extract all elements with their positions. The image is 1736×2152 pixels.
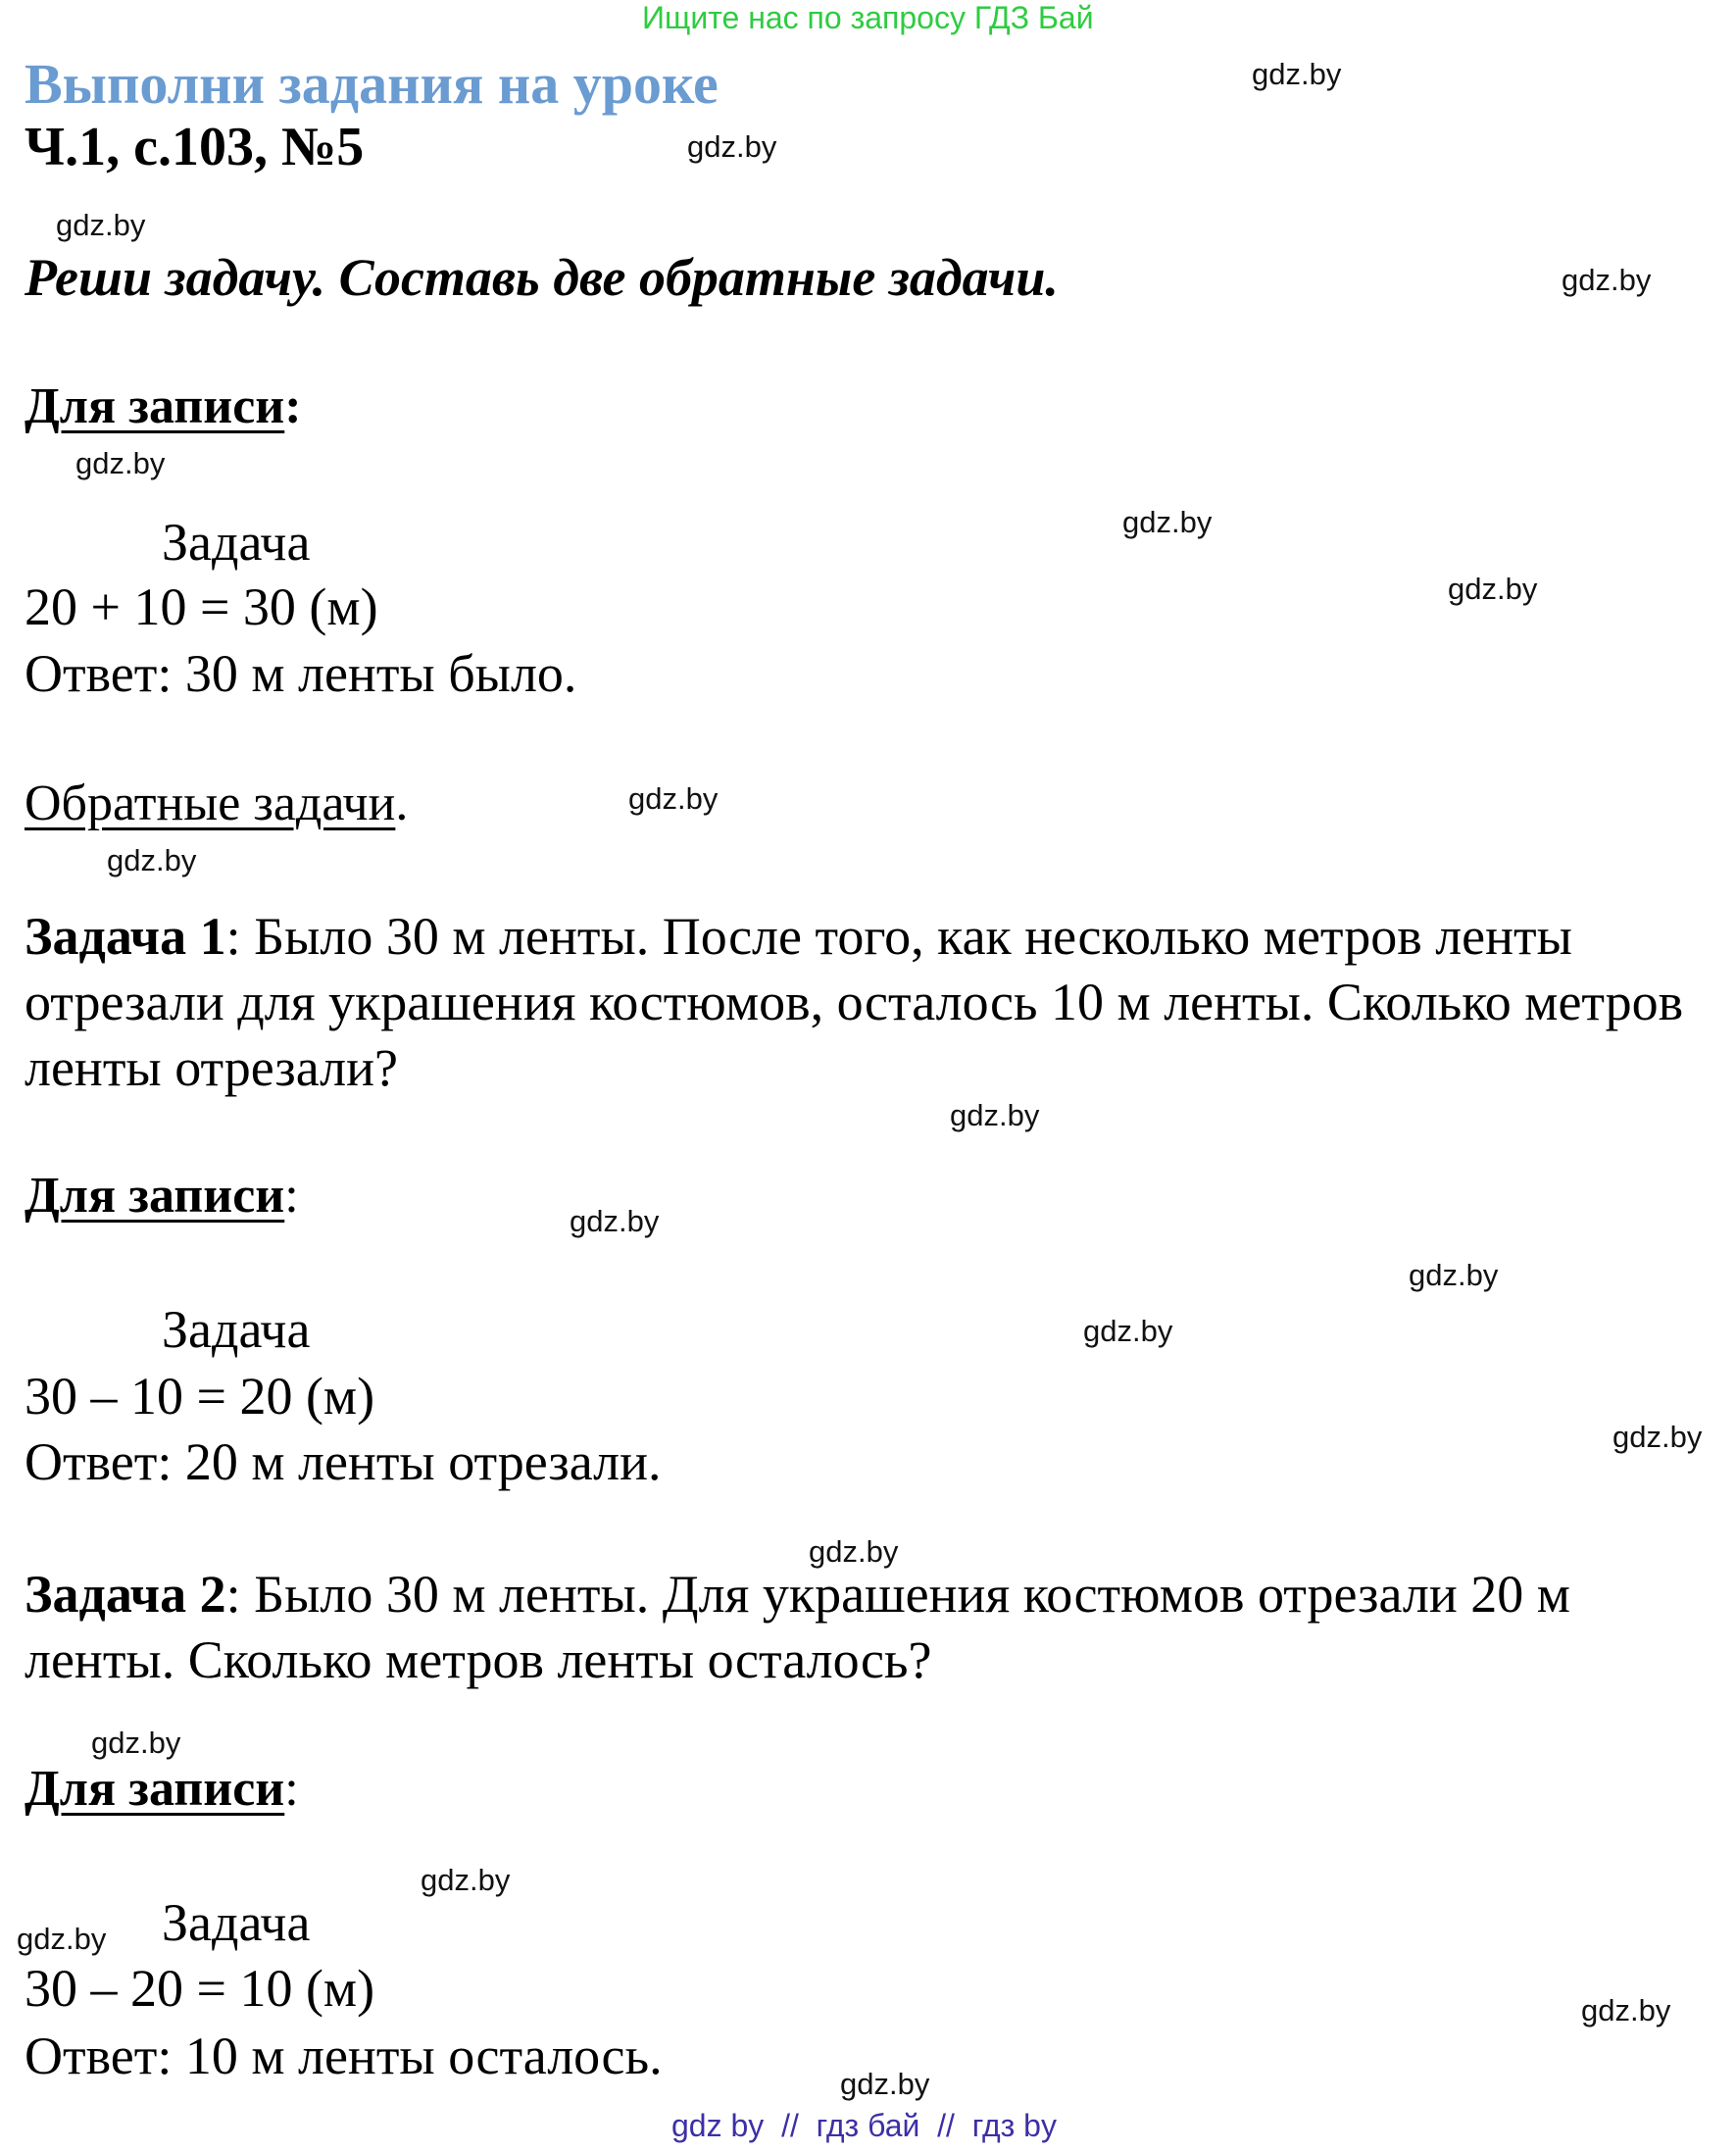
task1-label: Задача [162, 1300, 311, 1359]
task2-equation: 30 – 20 = 10 (м) [25, 1959, 375, 2018]
watermark: gdz.by [1581, 1993, 1671, 2027]
watermark: gdz.by [1122, 505, 1213, 539]
task1-body: : Было 30 м ленты. После того, как несколько метров ленты отрезали для украшения костюмов, осталось 10 м ленты. Сколько метров ленты отрезали? [25, 907, 1684, 1097]
record-heading-1 [25, 377, 302, 435]
watermark: gdz.by [570, 1204, 660, 1238]
record-colon: : [284, 1168, 299, 1224]
watermark: gdz.by [809, 1534, 899, 1569]
watermark: gdz.by [950, 1098, 1040, 1132]
task1-equation: 30 – 10 = 20 (м) [25, 1367, 375, 1426]
record-colon: : [284, 378, 302, 434]
task2-text [25, 1562, 1711, 1693]
watermark: gdz.by [840, 2067, 930, 2101]
watermark: gdz.by [1448, 572, 1538, 606]
task2-answer: Ответ: 10 м ленты осталось. [25, 2027, 663, 2085]
inverse-heading [25, 775, 408, 832]
record-label: Для записи [25, 378, 285, 434]
watermark: gdz.by [1083, 1314, 1173, 1348]
watermark: gdz.by [1562, 263, 1652, 297]
record-colon: : [284, 1761, 299, 1817]
equation: 20 + 10 = 30 (м) [25, 577, 378, 636]
watermark: gdz.by [17, 1922, 107, 1956]
instruction: Реши задачу. Составь две обратные задачи. [25, 248, 1059, 307]
watermark: gdz.by [421, 1863, 511, 1897]
top-banner: Ищите нас по запросу ГДЗ Бай [642, 0, 1094, 35]
task1-answer: Ответ: 20 м ленты отрезали. [25, 1432, 662, 1491]
record-heading-3 [25, 1760, 299, 1818]
watermark: gdz.by [1612, 1420, 1703, 1454]
record-label: Для записи [25, 1168, 285, 1224]
exercise-number: Ч.1, с.103, №5 [25, 117, 365, 177]
task2-label: Задача [162, 1893, 311, 1952]
watermark: gdz.by [1409, 1258, 1499, 1292]
watermark: gdz.by [56, 208, 146, 242]
task1-text [25, 904, 1691, 1101]
footer-links: gdz by // гдз бай // гдз by [671, 2108, 1057, 2143]
watermark: gdz.by [1252, 57, 1342, 91]
task2-name: Задача 2 [25, 1565, 226, 1624]
task2-body: : Было 30 м ленты. Для украшения костюмов отрезали 20 м ленты. Сколько метров ленты осталось? [25, 1565, 1570, 1689]
record-label: Для записи [25, 1761, 285, 1817]
watermark: gdz.by [628, 781, 719, 816]
inverse-title: Обратные задачи [25, 776, 396, 831]
task1-name: Задача 1 [25, 907, 226, 966]
watermark: gdz.by [75, 446, 166, 480]
task-label: Задача [162, 513, 311, 572]
answer: Ответ: 30 м ленты было. [25, 644, 577, 703]
record-heading-2 [25, 1167, 299, 1225]
page-title: Выполни задания на уроке [25, 52, 719, 116]
watermark: gdz.by [107, 843, 197, 877]
watermark: gdz.by [687, 129, 777, 164]
inverse-dot: . [395, 776, 409, 831]
watermark: gdz.by [91, 1726, 181, 1760]
